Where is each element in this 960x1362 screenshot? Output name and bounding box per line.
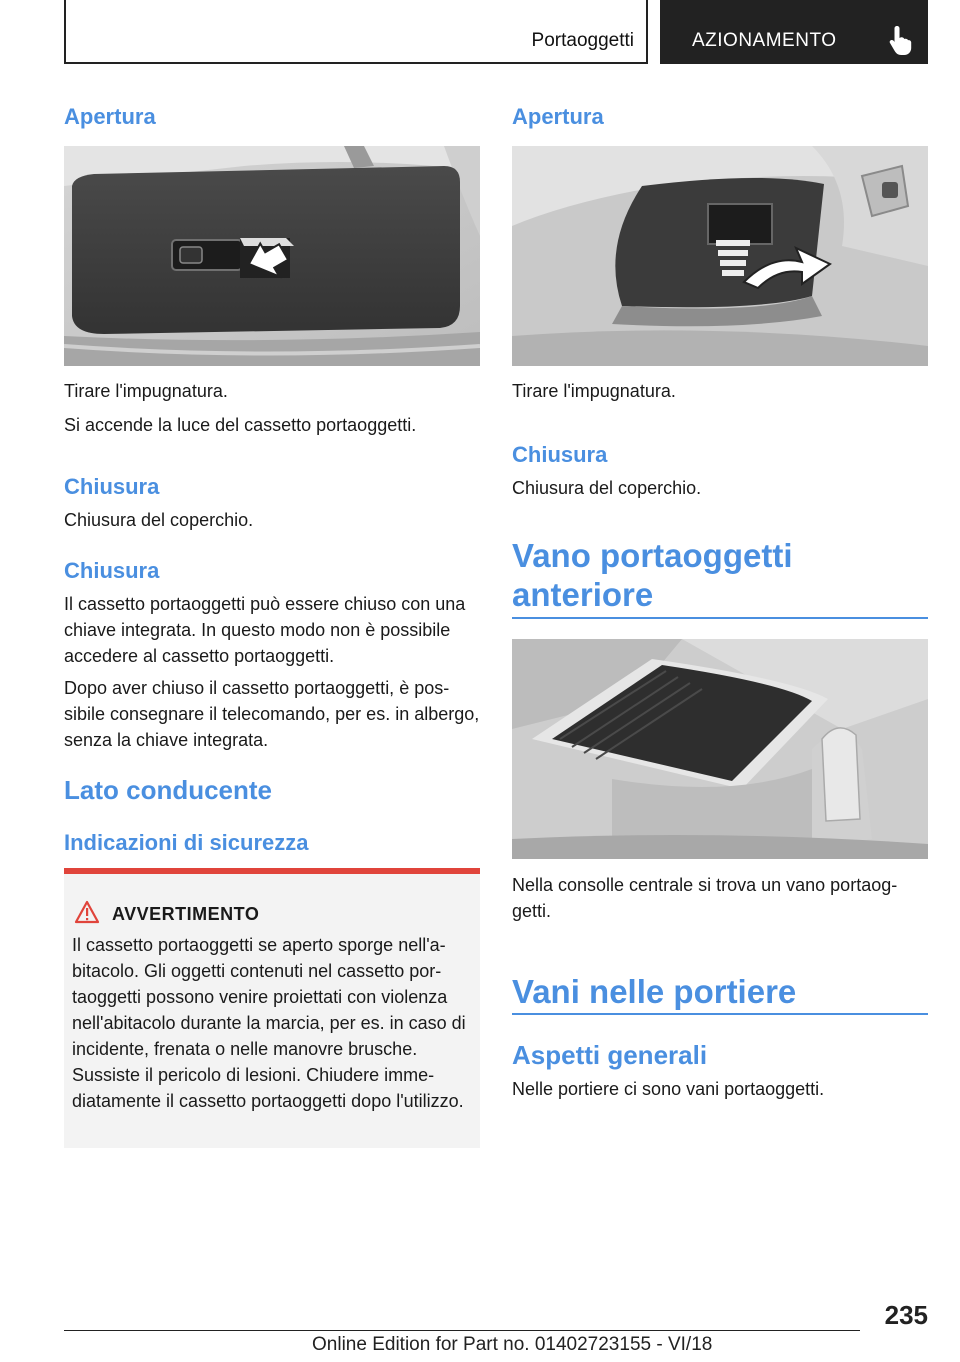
edition-footer: Online Edition for Part no. 01402723155 - VI/18 bbox=[312, 1334, 713, 1355]
glovebox-figure-left bbox=[64, 146, 480, 366]
chiusura-text-right: Chiusura del coperchio. bbox=[512, 478, 702, 498]
section-tab bbox=[64, 0, 648, 64]
heading-chiusura-right: Chiusura bbox=[512, 442, 608, 467]
chiusura-text-left-1: Chiusura del coperchio. bbox=[64, 510, 254, 530]
chapter-title: AZIONAMENTO bbox=[692, 30, 837, 51]
chiusura-paragraph-1: Il cassetto portaoggetti può essere chiuso con una chiave integrata. In questo modo non è possibile accedere al cassetto portaoggetti. bbox=[64, 594, 466, 666]
heading-indicazioni-sicurezza: Indicazioni di sicurezza bbox=[64, 830, 309, 855]
heading-chiusura-left-2: Chiusura bbox=[64, 558, 160, 583]
fig1-caption-2: Si accende la luce del cassetto portaoggetti. bbox=[64, 415, 417, 435]
warning-box bbox=[64, 868, 480, 1148]
fig3-caption: Nella consolle centrale si trova un vano portaoggetti. bbox=[512, 875, 898, 921]
page-number: 235 bbox=[884, 1300, 928, 1330]
heading-apertura-left: Apertura bbox=[64, 104, 156, 129]
glovebox-figure-right bbox=[512, 146, 928, 366]
footer-rule bbox=[64, 1330, 860, 1331]
warning-title: AVVERTIMENTO bbox=[112, 904, 260, 924]
fig2-caption: Tirare l'impugnatura. bbox=[512, 381, 676, 401]
chapter-rule-2 bbox=[512, 1013, 928, 1015]
heading-apertura-right: Apertura bbox=[512, 104, 604, 129]
warning-text: Il cassetto portaoggetti se aperto sporge nell'abitacolo. Gli oggetti contenuti nel cassetto portaoggetti possono venire proiettati con violenza nell'abitacolo durante la marcia, per es. in caso di incidente, frenata o nelle manovre brusche. Sussiste il pericolo di lesioni. Chiudere immediatamente il cassetto portaoggetti dopo l'utilizzo. bbox=[72, 935, 466, 1111]
generali-text: Nelle portiere ci sono vani portaoggetti. bbox=[512, 1079, 825, 1099]
heading-aspetti-generali: Aspetti generali bbox=[512, 1040, 708, 1070]
pointing-hand-icon bbox=[888, 24, 914, 56]
console-storage-figure bbox=[512, 639, 928, 859]
fig1-caption-1: Tirare l'impugnatura. bbox=[64, 381, 228, 401]
heading-chiusura-left-1: Chiusura bbox=[64, 474, 160, 499]
chapter-tab bbox=[660, 0, 928, 64]
heading-lato-conducente: Lato conducente bbox=[64, 775, 273, 805]
section-title: Portaoggetti bbox=[531, 30, 634, 51]
chapter-vani-portiere: Vani nelle portiere bbox=[512, 973, 797, 1010]
chiusura-paragraph-2: Dopo aver chiuso il cassetto portaoggetti, è possibile consegnare il telecomando, per es. in albergo, senza la chiave integrata. bbox=[64, 678, 480, 750]
chapter-vano-portaoggetti: Vano portaoggetti anteriore bbox=[512, 537, 793, 613]
chapter-rule-1 bbox=[512, 617, 928, 619]
page-header bbox=[64, 0, 928, 64]
warning-triangle-icon bbox=[74, 900, 100, 924]
